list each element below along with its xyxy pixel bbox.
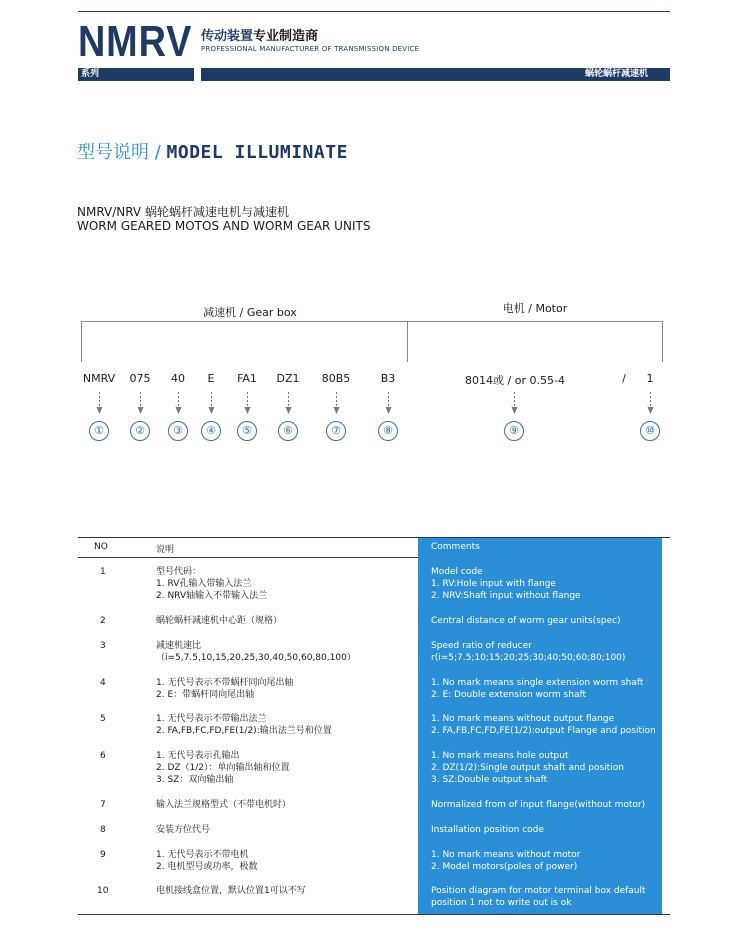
gearbox-bracket-left — [81, 321, 82, 362]
arrow-down — [388, 392, 389, 420]
table-top-rule — [78, 537, 670, 538]
row-no: 6 — [100, 751, 106, 761]
row-comment: Normalized from of input flange(without motor) — [431, 800, 646, 810]
row-desc: 1. 无代号表示不带蜗杆同向尾出轴 2. E：带蜗杆同向尾出轴 — [156, 678, 294, 700]
row-comment: Speed ratio of reducer r(i=5;7.5;10;15;20;25;30;40;50;60;80;100) — [431, 641, 626, 663]
code-terminal-box: 1 — [646, 372, 654, 385]
arrow-down — [99, 392, 100, 420]
row-no: 4 — [100, 678, 106, 688]
brand-tagline-cn: 传动装置专业制造商 — [201, 29, 319, 44]
row-desc: 安装方位代号 — [156, 825, 211, 835]
marker-8: ⑧ — [378, 421, 398, 441]
series-bar — [78, 68, 194, 81]
arrow-down — [178, 392, 179, 420]
row-comment: Position diagram for motor terminal box default position 1 not to write out is ok — [431, 886, 646, 908]
code-separator: / — [622, 372, 626, 385]
marker-1: ① — [89, 421, 109, 441]
section-title: 型号说明 / MODEL ILLUMINATE — [77, 142, 348, 163]
code-input-flange: 80B5 — [321, 372, 351, 385]
subtitle-en: WORM GEARED MOTOS AND WORM GEAR UNITS — [77, 219, 371, 233]
row-desc: 减速机速比 （i=5,7.5,10,15,20,25,30,40,50,60,80,100） — [156, 641, 356, 663]
table-header-rule — [78, 557, 418, 558]
row-no: 10 — [97, 886, 109, 896]
row-no: 3 — [100, 641, 106, 651]
code-worm-shaft: E — [207, 372, 215, 385]
code-output-shaft: DZ1 — [276, 372, 300, 385]
table-bottom-rule — [78, 914, 670, 915]
arrow-down — [211, 392, 212, 420]
code-model: NMRV — [82, 372, 116, 385]
category-bar — [201, 68, 670, 81]
brand-tagline-en: PROFESSIONAL MANUFACTURER OF TRANSMISSION DEVICE — [201, 45, 420, 53]
header-desc: 说明 — [156, 545, 175, 555]
category-label: 蜗轮蜗杆减速机 — [584, 69, 648, 79]
row-no: 1 — [100, 567, 106, 577]
header-top-rule — [78, 11, 670, 12]
brand-logo: NMRV — [78, 17, 193, 66]
marker-6: ⑥ — [278, 421, 298, 441]
code-mounting: B3 — [380, 372, 396, 385]
row-desc: 1. 无代号表示不带电机 2. 电机型号或功率，极数 — [156, 850, 258, 872]
row-comment: Model code 1. RV:Hole input with flange 2. NRV:Shaft input without flange — [431, 567, 581, 601]
bracket-divider — [407, 321, 408, 362]
row-comment: 1. No mark means single extension worm shaft 2. E: Double extension worm shaft — [431, 678, 644, 700]
row-comment: 1. No mark means without motor 2. Model motors(poles of power) — [431, 850, 581, 872]
gearbox-bracket-top — [81, 321, 407, 322]
row-desc: 输入法兰规格型式（不带电机时） — [156, 800, 292, 810]
row-no: 8 — [100, 825, 106, 835]
row-comment: Central distance of worm gear units(spec) — [431, 616, 621, 626]
marker-2: ② — [130, 421, 150, 441]
header-comments: Comments — [431, 542, 480, 552]
marker-9: ⑨ — [504, 421, 524, 441]
arrow-down — [247, 392, 248, 420]
row-no: 7 — [100, 800, 106, 810]
gearbox-label: 减速机 / Gear box — [203, 306, 297, 319]
row-desc: 型号代码： 1. RV孔输入带输入法兰 2. NRV轴输入不带输入法兰 — [156, 567, 268, 601]
arrow-down — [650, 392, 651, 420]
arrow-down — [336, 392, 337, 420]
marker-4: ④ — [201, 421, 221, 441]
row-comment: Installation position code — [431, 825, 544, 835]
marker-3: ③ — [168, 421, 188, 441]
code-center-distance: 075 — [129, 372, 151, 385]
marker-5: ⑤ — [237, 421, 257, 441]
row-no: 9 — [100, 850, 106, 860]
row-desc: 电机接线盒位置，默认位置1可以不写 — [156, 886, 306, 896]
code-ratio: 40 — [171, 372, 185, 385]
arrow-down — [514, 392, 515, 420]
code-output-flange: FA1 — [237, 372, 257, 385]
motor-label: 电机 / Motor — [502, 302, 568, 315]
motor-bracket-right — [662, 321, 663, 362]
arrow-down — [140, 392, 141, 420]
code-motor: 8014或 / or 0.55-4 — [465, 374, 565, 387]
row-desc: 1. 无代号表示孔输出 2. DZ（1/2）：单向输出轴和位置 3. SZ：双向输出轴 — [156, 751, 290, 785]
motor-bracket-top — [407, 321, 663, 322]
row-desc: 1. 无代号表示不带输出法兰 2. FA,FB,FC,FD,FE(1/2):输出法兰号和位置 — [156, 714, 332, 736]
marker-10: ⑩ — [640, 421, 660, 441]
row-no: 5 — [100, 714, 106, 724]
series-label: 系列 — [81, 69, 100, 79]
row-no: 2 — [100, 616, 106, 626]
header-no: NO — [94, 542, 108, 552]
row-desc: 蜗轮蜗杆减速机中心距（规格） — [156, 616, 283, 626]
subtitle-cn: NMRV/NRV 蜗轮蜗杆减速电机与减速机 — [77, 205, 289, 219]
marker-7: ⑦ — [326, 421, 346, 441]
row-comment: 1. No mark means hole output 2. DZ(1/2):Single output shaft and position 3. SZ:Double output shaft — [431, 751, 624, 785]
row-comment: 1. No mark means without output flange 2. FA,FB,FC,FD,FE(1/2):output Flange and position — [431, 714, 656, 736]
arrow-down — [288, 392, 289, 420]
